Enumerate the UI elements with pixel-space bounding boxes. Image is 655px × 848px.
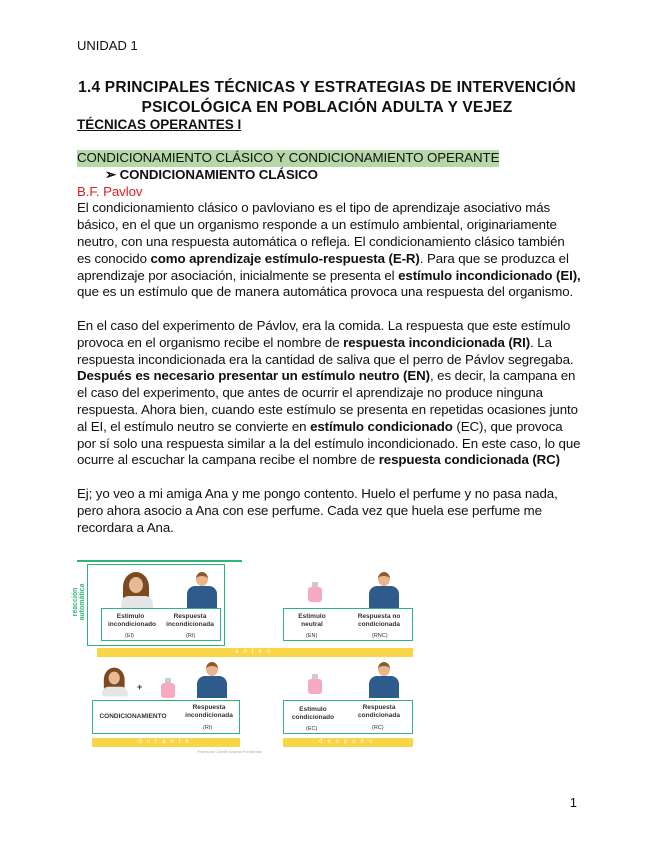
image-credit: Profesora: Daniel Aranda Fernández: [197, 749, 262, 754]
bold-text: estímulo incondicionado (EI),: [398, 267, 581, 283]
bold-text: estímulo condicionado: [310, 418, 453, 434]
page-number: 1: [569, 795, 577, 810]
perfume-image: [308, 582, 322, 602]
ri2-abbr: (RI): [203, 725, 213, 731]
rnc-label: Respuesta no condicionada: [357, 613, 401, 628]
bold-text: Después es necesario presentar un estímulo neutro (EN): [77, 368, 430, 384]
ei-label: Estimulo incondicionado: [108, 613, 157, 628]
divider: [77, 560, 242, 562]
perfume-image: [308, 674, 322, 694]
text: . Para que se produzca el aprendizaje por asociación, inicialmente se presenta el: [77, 250, 569, 283]
text: (EC), que provoca por sí solo una respuesta similar a la del estímulo incondicionado. En este caso, lo que ocurre al escuchar la campana recibe el nombre de: [77, 418, 581, 468]
en-abbr: (EN): [306, 633, 318, 639]
text: . La respuesta incondicionada era la cantidad de saliva que el perro de Pávlov segregaba.: [77, 334, 574, 367]
bold-text: respuesta condicionada (RC): [378, 452, 561, 468]
box-en-rnc: [283, 608, 413, 641]
paragraph-1: [77, 200, 581, 301]
rnc-abbr: (RNC): [372, 633, 388, 639]
side-label: reacción automática: [72, 583, 86, 621]
text: , es decir, la campana en el caso del experimento, que antes de ocurrir el aprendizaje no produce ninguna respuesta. Ahora bien, cuando este estímulo se presenta en repetidas ocasiones junto al EI, el estímulo neutro se convierte en: [77, 368, 578, 434]
rc-label: Respuesta condicionada: [358, 704, 400, 719]
man-image: [197, 662, 227, 698]
box-conditioning: [92, 700, 240, 734]
text: En el caso del experimento de Pávlov, era la comida. La respuesta que este estímulo provoca en el organismo recibe el nombre de: [77, 317, 571, 350]
ec-label: Estimulo condicionado: [291, 706, 335, 721]
woman-image: [99, 668, 131, 697]
page-title: 1.4 PRINCIPALES TÉCNICAS Y ESTRATEGIAS DE INTERVENCIÓN PSICOLÓGICA EN POBLACIÓN ADULTA Y VEJEZ: [78, 79, 576, 116]
section-subtitle: TÉCNICAS OPERANTES I: [77, 117, 242, 132]
en-label: Estimulo neutral: [298, 613, 326, 628]
highlighted-heading: CONDICIONAMIENTO CLÁSICO Y CONDICIONAMIENTO OPERANTE: [77, 150, 500, 165]
ei-abbr: (EI): [125, 633, 134, 639]
despues-bar: después: [283, 738, 413, 747]
bullet-heading: ➢ CONDICIONAMIENTO CLÁSICO: [105, 166, 318, 182]
text: que es un estímulo que de manera automática provoca una respuesta del organismo.: [77, 284, 574, 300]
conditioning-label: CONDICIONAMIENTO: [99, 713, 167, 720]
durante-bar: durante: [92, 738, 240, 747]
woman-image: [117, 572, 157, 608]
box-ei-ri: [101, 608, 221, 641]
plus-sign: +: [137, 682, 143, 692]
page-header: UNIDAD 1: [77, 38, 138, 53]
bold-text: respuesta incondicionada (RI): [343, 334, 531, 350]
author-name: B.F. Pavlov: [77, 183, 143, 199]
bold-text: como aprendizaje estímulo-respuesta (E-R): [150, 250, 420, 266]
perfume-image: [161, 678, 175, 698]
ec-abbr: (EC): [306, 726, 318, 732]
text: El condicionamiento clásico o pavloviano es el tipo de aprendizaje asociativo más básico, en el que un organismo responde a un estímulo ambiental, originariamente neutro, con una respuesta automática o refleja. El condicionamiento clásico también es conocido: [77, 200, 565, 266]
antes-bar: antes: [97, 648, 413, 657]
ri-abbr: (RI): [186, 633, 196, 639]
conditioning-diagram: [72, 560, 417, 755]
paragraph-3: Ej; yo veo a mi amiga Ana y me pongo contento. Huelo el perfume y no pasa nada, pero ahora asocio a Ana con ese perfume. Cada vez que huela ese perfume me recordara a Ana.: [77, 485, 558, 535]
ri-label: Respuesta incondicionada: [166, 613, 214, 628]
man-image: [187, 572, 217, 608]
ri2-label: Respuesta incondicionada: [185, 704, 233, 719]
document-body: [77, 150, 581, 536]
rc-abbr: (RC): [372, 725, 384, 731]
man-image: [369, 572, 399, 608]
box-ec-rc: [283, 700, 413, 734]
paragraph-2: [77, 318, 581, 469]
man-image: [369, 662, 399, 698]
